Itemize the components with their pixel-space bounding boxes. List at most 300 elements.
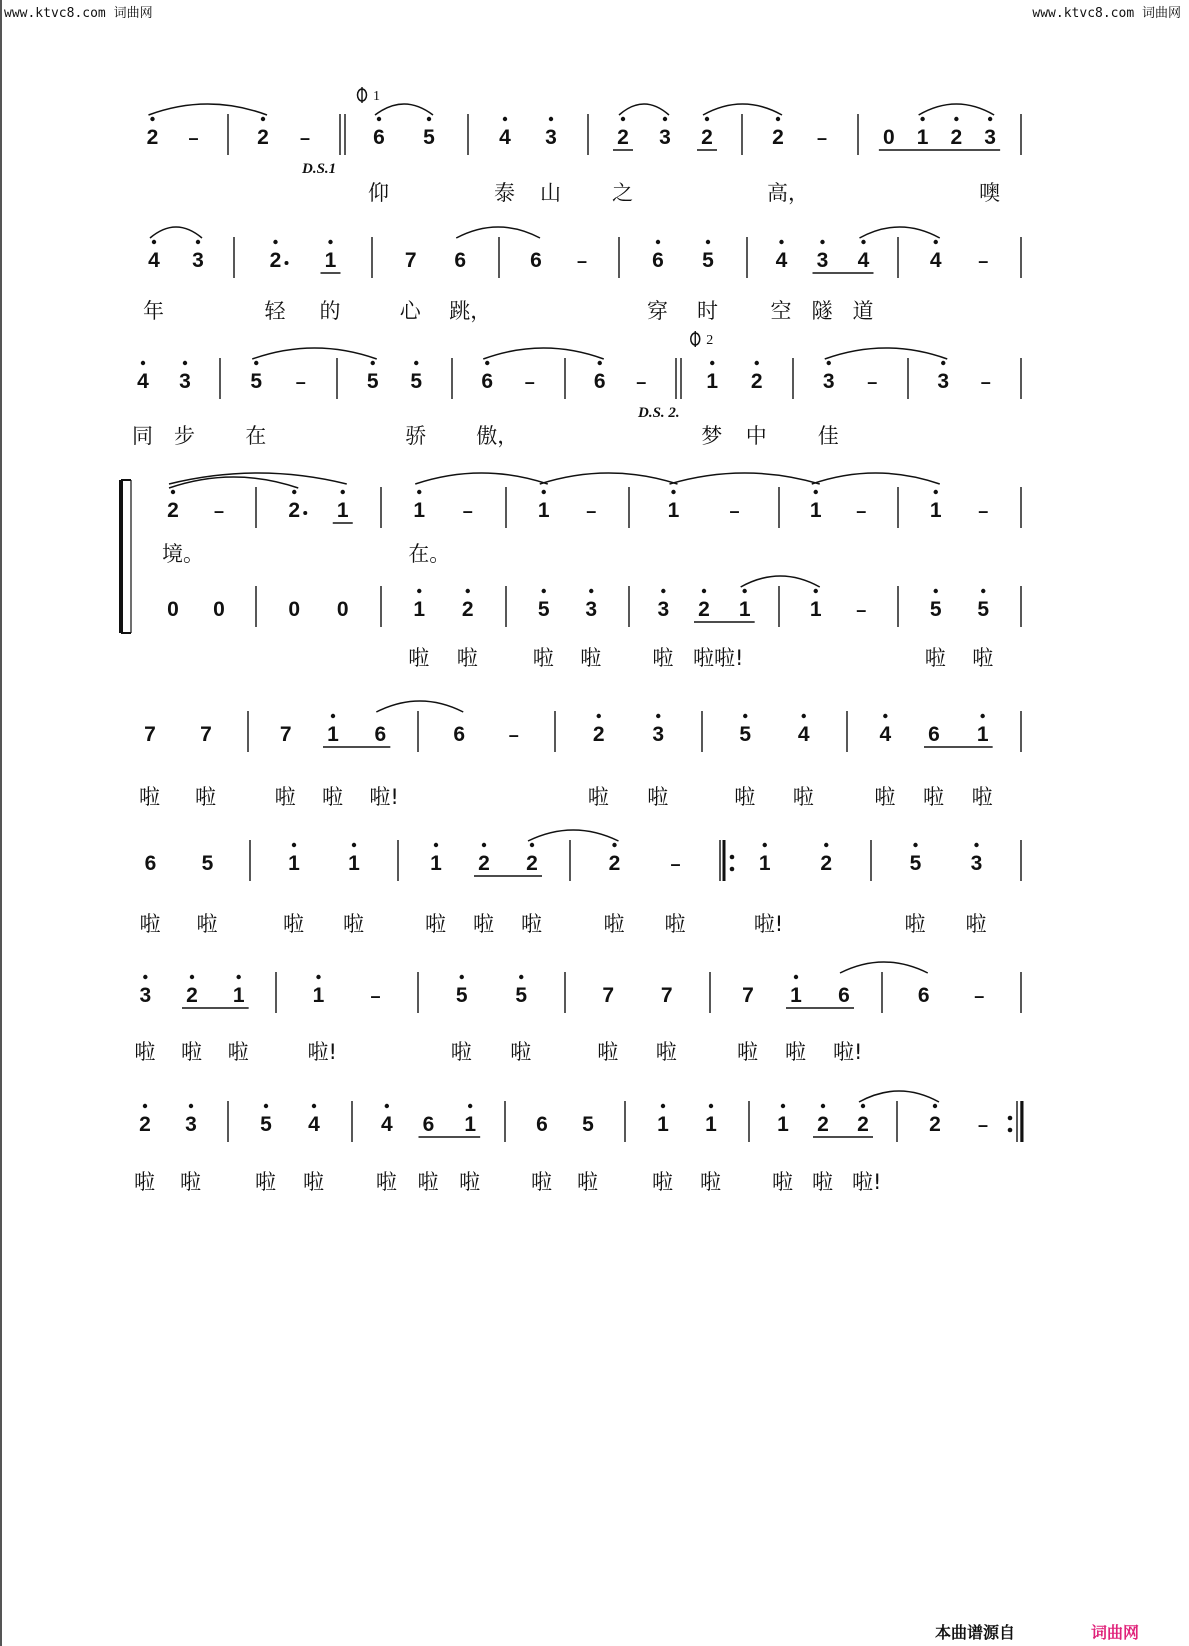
note: 7 xyxy=(279,723,292,746)
octave-dot xyxy=(171,490,175,494)
footer-source-label: 本曲谱源自 xyxy=(934,1623,1015,1642)
note: 1 xyxy=(916,126,929,149)
note: 5 xyxy=(739,723,752,746)
octave-dot xyxy=(377,117,381,121)
slur xyxy=(149,104,268,115)
note: 2 xyxy=(820,852,833,875)
note: 1 xyxy=(312,984,325,1007)
dash-note: – xyxy=(978,501,989,521)
lyric: 傲， xyxy=(476,424,519,448)
lyric: 穿 xyxy=(647,299,668,323)
octave-dot xyxy=(820,240,824,244)
dash-note: – xyxy=(974,986,985,1006)
octave-dot xyxy=(542,490,546,494)
note: 1 xyxy=(738,598,751,621)
lyric: 啦 xyxy=(227,1040,249,1064)
note: 1 xyxy=(464,1113,477,1136)
note: 3 xyxy=(585,598,598,621)
lyric: 啦 xyxy=(343,912,364,936)
octave-dot xyxy=(292,843,296,847)
note: 2 xyxy=(139,1113,151,1136)
note: 6 xyxy=(530,249,542,272)
lyric: 境。 xyxy=(162,542,204,566)
note: 3 xyxy=(652,723,665,746)
note: 1 xyxy=(537,499,550,522)
lyric: 噢 xyxy=(979,181,1001,205)
note: 3 xyxy=(139,984,152,1007)
octave-dot xyxy=(661,589,665,593)
dash-note: – xyxy=(856,501,867,521)
note: 6 xyxy=(454,249,467,272)
repeat-dot xyxy=(730,867,735,872)
slur xyxy=(619,104,669,115)
dash-note: – xyxy=(980,372,991,392)
note: 5 xyxy=(201,852,214,875)
note: 2 xyxy=(950,126,963,149)
lyric: 泰 xyxy=(494,181,515,205)
lyric: 啦! xyxy=(307,1040,337,1064)
lyric: 啦 xyxy=(195,785,216,809)
note: 3 xyxy=(822,370,835,393)
lyric: 啦! xyxy=(833,1040,863,1064)
note: 7 xyxy=(200,723,212,746)
octave-dot xyxy=(427,117,431,121)
note: 5 xyxy=(702,249,714,272)
lyric: 啦 xyxy=(734,785,756,809)
note: 4 xyxy=(148,249,160,272)
lyric: 啦 xyxy=(134,1040,156,1064)
augmentation-dot xyxy=(303,511,307,515)
lyric: 啦 xyxy=(139,912,161,936)
slur xyxy=(169,477,298,488)
octave-dot xyxy=(341,490,345,494)
note: 2 xyxy=(701,126,713,149)
octave-dot xyxy=(981,589,985,593)
octave-dot xyxy=(519,975,523,979)
note: 2 xyxy=(167,499,179,522)
note: 5 xyxy=(410,370,423,393)
note: 1 xyxy=(929,499,942,522)
octave-dot xyxy=(706,240,710,244)
note: 7 xyxy=(742,984,754,1007)
slur xyxy=(252,348,377,359)
lyric: 啦 xyxy=(577,1170,598,1194)
lyric: 啦 xyxy=(664,912,686,936)
note: 4 xyxy=(857,249,870,272)
lyric: 啦 xyxy=(456,646,478,670)
slur xyxy=(840,962,928,973)
slur xyxy=(150,227,202,238)
octave-dot xyxy=(236,975,240,979)
note: 0 xyxy=(167,598,179,621)
note: 1 xyxy=(790,984,802,1007)
octave-dot xyxy=(482,843,486,847)
octave-dot xyxy=(152,240,156,244)
slur xyxy=(670,473,820,484)
dash-note: – xyxy=(462,501,473,521)
lyric: 啦 xyxy=(255,1170,276,1194)
lyric: 隧 xyxy=(811,299,833,323)
octave-dot xyxy=(273,240,277,244)
lyric: 啦! xyxy=(753,912,784,936)
lyric: 山 xyxy=(540,181,561,205)
note: 1 xyxy=(667,499,680,522)
note: 1 xyxy=(706,370,719,393)
octave-dot xyxy=(261,117,265,121)
note: 4 xyxy=(879,723,892,746)
slur xyxy=(919,104,995,115)
octave-dot xyxy=(656,240,660,244)
octave-dot xyxy=(371,361,375,365)
lyric: 啦 xyxy=(647,785,669,809)
note: 5 xyxy=(977,598,990,621)
note: 2 xyxy=(288,499,301,522)
octave-dot xyxy=(485,361,489,365)
lyric: 啦 xyxy=(580,646,602,670)
lyric: 高， xyxy=(767,181,809,205)
lyric: 啦 xyxy=(785,1040,806,1064)
note: 5 xyxy=(423,126,435,149)
note: 3 xyxy=(816,249,829,272)
lyric: 年 xyxy=(143,299,164,323)
lyric: 啦 xyxy=(874,785,896,809)
slur xyxy=(456,227,540,238)
lyric: 啦 xyxy=(408,646,430,670)
dash-note: – xyxy=(370,986,381,1006)
octave-dot xyxy=(776,117,780,121)
lyric: 骄 xyxy=(405,424,427,448)
lyric: 啦 xyxy=(283,912,304,936)
lyric: 啦 xyxy=(812,1170,833,1194)
octave-dot xyxy=(589,589,593,593)
lyric: 啦 xyxy=(274,785,296,809)
octave-dot xyxy=(189,1104,193,1108)
note: 3 xyxy=(657,598,670,621)
lyric: 啦 xyxy=(180,1170,201,1194)
note: 6 xyxy=(481,370,494,393)
note: 6 xyxy=(652,249,664,272)
octave-dot xyxy=(702,589,706,593)
octave-dot xyxy=(460,975,464,979)
dash-note: – xyxy=(977,1115,989,1135)
octave-dot xyxy=(150,117,154,121)
note: 2 xyxy=(698,598,710,621)
octave-dot xyxy=(414,361,418,365)
note: 1 xyxy=(348,852,360,875)
slur xyxy=(375,104,433,115)
lyric: 啦 xyxy=(700,1170,721,1194)
note: 1 xyxy=(413,598,426,621)
note: 1 xyxy=(288,852,300,875)
lyric: 之 xyxy=(612,181,633,205)
dash-note: – xyxy=(867,372,878,392)
slur xyxy=(825,348,948,359)
note: 1 xyxy=(413,499,426,522)
octave-dot xyxy=(661,1104,665,1108)
lyric: 啦 xyxy=(450,1040,472,1064)
slur xyxy=(860,227,940,238)
dash-note: – xyxy=(816,128,828,148)
lyric: 啦 xyxy=(531,1170,552,1194)
lyric: 在 xyxy=(245,424,267,448)
header-left-site: www.ktvc8.com xyxy=(4,6,106,21)
note: 2 xyxy=(461,598,474,621)
octave-dot xyxy=(779,240,783,244)
note: 7 xyxy=(602,984,615,1007)
dash-note: – xyxy=(978,251,989,271)
lyric: 啦 xyxy=(134,1170,155,1194)
note: 0 xyxy=(288,598,301,621)
lyric: 啦 xyxy=(652,1170,673,1194)
note: 2 xyxy=(257,126,269,149)
note: 2 xyxy=(146,126,159,149)
note: 6 xyxy=(917,984,930,1007)
repeat-dot xyxy=(1008,1128,1013,1133)
note: 0 xyxy=(336,598,349,621)
lyric: 佳 xyxy=(817,424,839,448)
lyric: 啦! xyxy=(369,785,399,809)
lyric: 啦 xyxy=(532,646,554,670)
lyric: 啦 xyxy=(587,785,609,809)
note: 7 xyxy=(660,984,673,1007)
octave-dot xyxy=(763,843,767,847)
octave-dot xyxy=(934,589,938,593)
note: 3 xyxy=(545,126,557,149)
octave-dot xyxy=(974,843,978,847)
octave-dot xyxy=(663,117,667,121)
octave-dot xyxy=(920,117,924,121)
octave-dot xyxy=(312,1104,316,1108)
note: 1 xyxy=(324,249,337,272)
octave-dot xyxy=(196,240,200,244)
octave-dot xyxy=(671,490,675,494)
note: 4 xyxy=(929,249,942,272)
note: 6 xyxy=(374,723,387,746)
lyric: 时 xyxy=(697,299,718,323)
note: 2 xyxy=(750,370,763,393)
note: 2 xyxy=(592,723,605,746)
dash-note: – xyxy=(524,372,535,392)
octave-dot xyxy=(254,361,258,365)
note: 3 xyxy=(970,852,983,875)
augmentation-dot xyxy=(285,261,289,265)
lyric: 轻 xyxy=(264,299,286,323)
dal-segno-mark: D.S.1 xyxy=(302,161,337,177)
octave-dot xyxy=(542,589,546,593)
lyric: 啦 xyxy=(965,912,987,936)
note: 2 xyxy=(857,1113,869,1136)
lyric: 梦 xyxy=(701,424,723,448)
lyric: 啦 xyxy=(322,785,343,809)
note: 1 xyxy=(976,723,989,746)
lyric: 的 xyxy=(319,299,341,323)
note: 4 xyxy=(775,249,788,272)
note: 5 xyxy=(250,370,263,393)
dash-note: – xyxy=(856,600,867,620)
octave-dot xyxy=(503,117,507,121)
lyric: 心 xyxy=(399,299,421,323)
octave-dot xyxy=(781,1104,785,1108)
note: 5 xyxy=(929,598,942,621)
octave-dot xyxy=(883,714,887,718)
octave-dot xyxy=(190,975,194,979)
octave-dot xyxy=(385,1104,389,1108)
octave-dot xyxy=(656,714,660,718)
lyric: 跳， xyxy=(449,299,492,323)
note: 4 xyxy=(137,370,149,393)
octave-dot xyxy=(821,1104,825,1108)
slur xyxy=(812,473,940,484)
note: 6 xyxy=(928,723,940,746)
slur xyxy=(859,1091,939,1102)
note: 3 xyxy=(984,126,996,149)
octave-dot xyxy=(710,361,714,365)
octave-dot xyxy=(612,843,616,847)
octave-dot xyxy=(933,1104,937,1108)
note: 6 xyxy=(838,984,850,1007)
octave-dot xyxy=(954,117,958,121)
note: 1 xyxy=(657,1113,669,1136)
lyric: 啦 xyxy=(597,1040,619,1064)
note: 2 xyxy=(772,126,784,149)
slur xyxy=(415,473,548,484)
note: 5 xyxy=(582,1113,594,1136)
octave-dot xyxy=(743,714,747,718)
note: 1 xyxy=(327,723,339,746)
lyric: 啦 xyxy=(923,785,944,809)
dash-note: – xyxy=(729,501,740,521)
header-right-name: 词曲网 xyxy=(1141,6,1181,21)
octave-dot xyxy=(802,714,806,718)
note: 5 xyxy=(260,1113,272,1136)
lyric: 啦 xyxy=(737,1040,758,1064)
note: 1 xyxy=(430,852,442,875)
note: 5 xyxy=(366,370,379,393)
note: 1 xyxy=(777,1113,789,1136)
octave-dot xyxy=(934,240,938,244)
lyric: 啦 xyxy=(521,912,542,936)
octave-dot xyxy=(183,361,187,365)
slur xyxy=(703,104,782,115)
slur xyxy=(376,701,463,712)
note: 6 xyxy=(593,370,606,393)
lyric: 啦 xyxy=(772,1170,793,1194)
note: 6 xyxy=(373,126,385,149)
octave-dot xyxy=(417,490,421,494)
octave-dot xyxy=(316,975,320,979)
note: 2 xyxy=(929,1113,941,1136)
lyric: 啦 xyxy=(792,785,814,809)
dal-segno-mark: D.S. 2. xyxy=(638,405,680,421)
note: 2 xyxy=(817,1113,829,1136)
octave-dot xyxy=(466,589,470,593)
lyric: 在。 xyxy=(408,542,451,566)
octave-dot xyxy=(755,361,759,365)
note: 7 xyxy=(404,249,417,272)
octave-dot xyxy=(794,975,798,979)
lyric: 啦 xyxy=(181,1040,202,1064)
octave-dot xyxy=(468,1104,472,1108)
note: 3 xyxy=(192,249,204,272)
note: 6 xyxy=(536,1113,548,1136)
lyric: 空 xyxy=(770,299,792,323)
octave-dot xyxy=(597,714,601,718)
octave-dot xyxy=(143,975,147,979)
slur xyxy=(741,576,820,587)
lyric: 啦 xyxy=(652,646,674,670)
lyric: 啦 xyxy=(603,912,625,936)
lyric: 啦 xyxy=(417,1170,439,1194)
note: 4 xyxy=(797,723,810,746)
lyric: 同 xyxy=(132,424,153,448)
dash-note: – xyxy=(188,128,199,148)
lyric: 啦 xyxy=(425,912,446,936)
footer-brand: 词曲网 xyxy=(1090,1623,1139,1642)
lyric: 啦 xyxy=(459,1170,481,1194)
slur xyxy=(528,830,619,841)
note: 5 xyxy=(455,984,468,1007)
note: 0 xyxy=(883,126,895,149)
note: 1 xyxy=(758,852,771,875)
note: 6 xyxy=(422,1113,435,1136)
note: 5 xyxy=(515,984,528,1007)
octave-dot xyxy=(913,843,917,847)
note: 1 xyxy=(705,1113,717,1136)
octave-dot xyxy=(434,843,438,847)
note: 2 xyxy=(186,984,198,1007)
dash-note: – xyxy=(576,251,588,271)
note: 3 xyxy=(185,1113,197,1136)
lyric: 仰 xyxy=(368,181,389,205)
octave-dot xyxy=(824,843,828,847)
lyric: 啦 xyxy=(655,1040,677,1064)
dash-note: – xyxy=(213,501,225,521)
slur xyxy=(483,348,604,359)
header-left-name: 词曲网 xyxy=(113,6,153,21)
note: 0 xyxy=(213,598,225,621)
octave-dot xyxy=(621,117,625,121)
octave-dot xyxy=(814,589,818,593)
dash-note: – xyxy=(586,501,597,521)
note: 2 xyxy=(617,126,629,149)
octave-dot xyxy=(861,240,865,244)
note: 7 xyxy=(144,723,156,746)
lyric: 啦 xyxy=(510,1040,532,1064)
note: 4 xyxy=(308,1113,320,1136)
lyric: 步 xyxy=(174,424,195,448)
lyric: 啦 xyxy=(196,912,218,936)
note: 6 xyxy=(453,723,466,746)
lyric: 啦 xyxy=(904,912,926,936)
lyric: 啦 xyxy=(971,785,993,809)
slur xyxy=(540,473,678,484)
header-right-site: www.ktvc8.com xyxy=(1032,6,1135,21)
octave-dot xyxy=(530,843,534,847)
note: 2 xyxy=(608,852,621,875)
octave-dot xyxy=(352,843,356,847)
octave-dot xyxy=(934,490,938,494)
octave-dot xyxy=(328,240,332,244)
octave-dot xyxy=(988,117,992,121)
octave-dot xyxy=(141,361,145,365)
octave-dot xyxy=(417,589,421,593)
lyric: 啦 xyxy=(473,912,494,936)
octave-dot xyxy=(331,714,335,718)
lyric: 啦 xyxy=(972,646,994,670)
note: 5 xyxy=(537,598,550,621)
note: 2 xyxy=(526,852,538,875)
octave-dot xyxy=(705,117,709,121)
